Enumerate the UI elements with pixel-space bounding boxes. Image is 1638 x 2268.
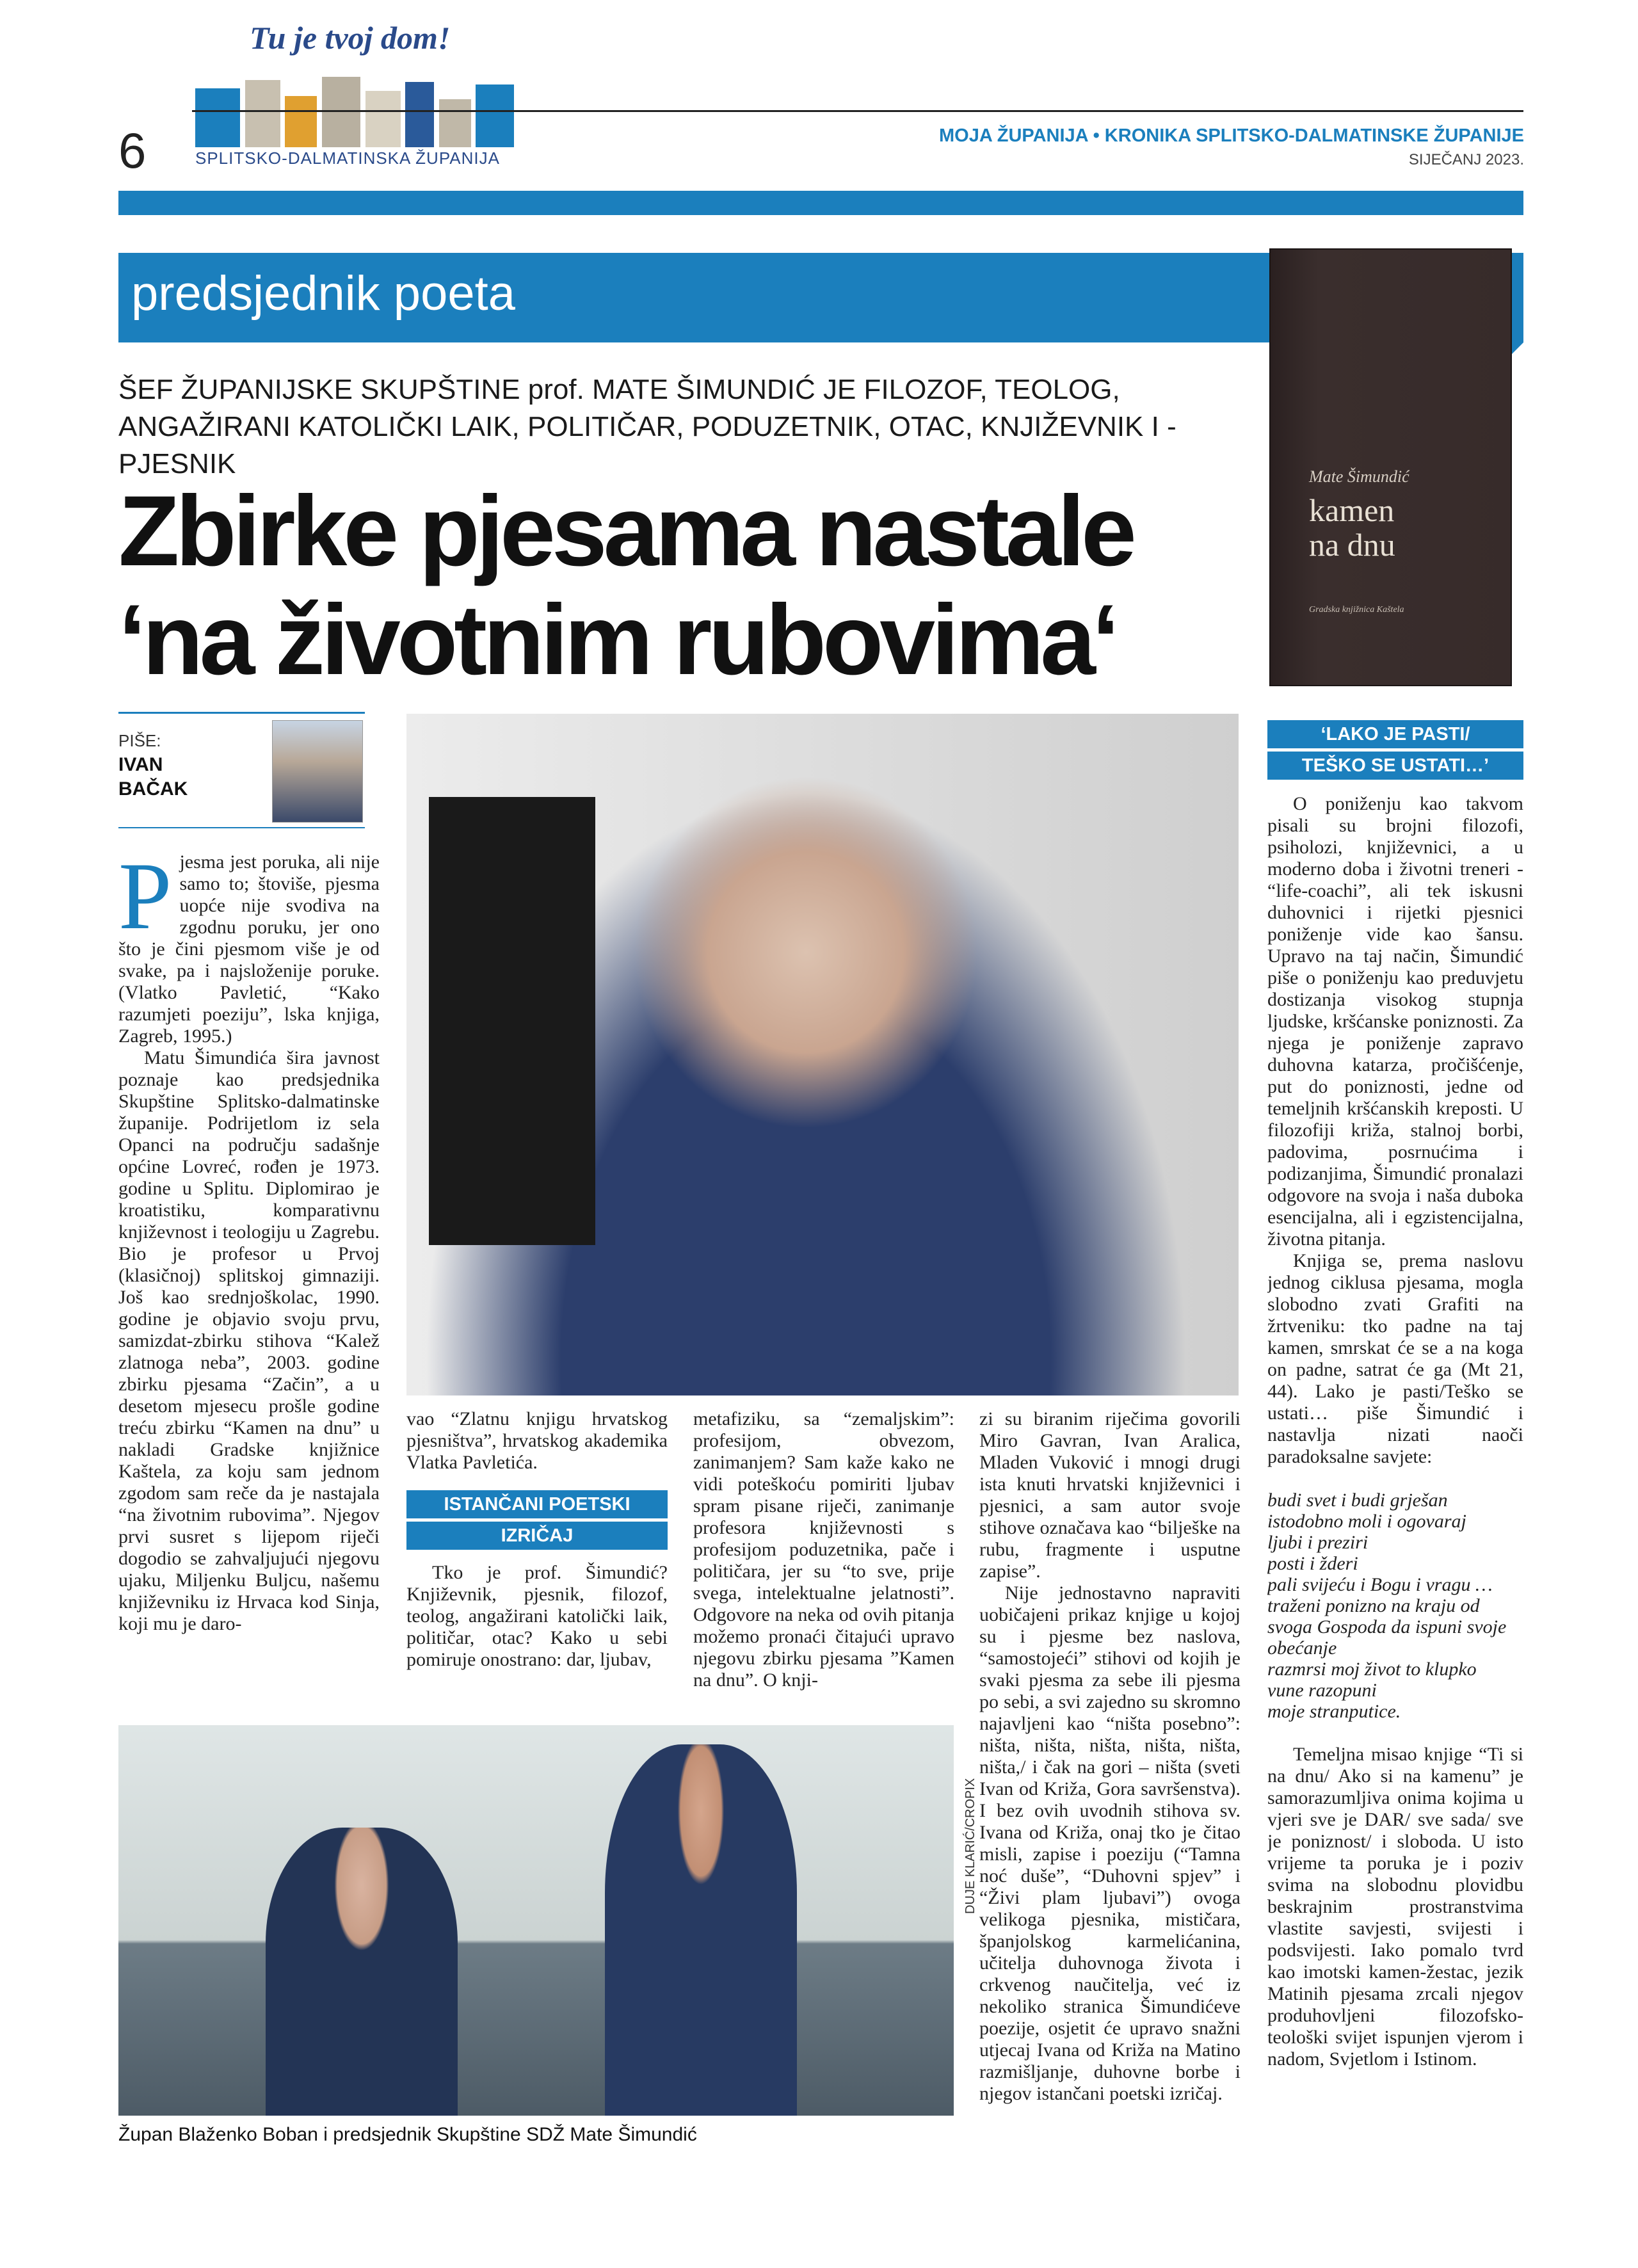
logo-name: SPLITSKO-DALMATINSKA ŽUPANIJA bbox=[195, 149, 500, 168]
text-column-5 bbox=[1267, 720, 1523, 2160]
text-column-3 bbox=[693, 1408, 954, 1709]
text-column-4 bbox=[979, 1408, 1241, 2157]
photo-credit: DUJE KLARIĆ/CROPIX bbox=[963, 1778, 977, 1914]
text-column-1 bbox=[118, 851, 380, 1748]
issue-date: SIJEČANJ 2023. bbox=[1408, 151, 1524, 168]
publication-title: MOJA ŽUPANIJA • KRONIKA SPLITSKO-DALMATINSKE ŽUPANIJE bbox=[938, 125, 1524, 146]
byline-rule bbox=[118, 712, 365, 714]
subhead-box: TEŠKO SE USTATI…’ bbox=[1267, 752, 1523, 780]
byline-name: IVAN BAČAK bbox=[118, 754, 188, 800]
author-photo bbox=[272, 720, 363, 823]
event-photo bbox=[118, 1725, 954, 2116]
paragraph: Nije jednostavno napraviti uobičajeni prikaz knjige u kojoj su i pjesme bez naslova, “samostojeći” stihovi od kojih je svaki pjesma za sebe ili pjesma po sebi, a svi zajedno su skromno najavljeni kao “ništa posebno”: ništa, ništa, ništa, ništa, ništa, ništa,/ i čak na gori – ništa (sveti Ivan od Križa, Gora savršenstva). I bez ovih uvodnih stihova sv. Ivana od Križa, onaj tko je čitao misli, zapise i poeziju (“Tamna noć duše”, “Duhovni spjev” i “Živi plam ljubavi”) ovoga velikoga pjesnika, mističara, španjolskog karmelićanina, učitelja duhovnoga života i crkvenog naučitelja, već iz nekoliko stranica Šimundićeve poezije, osjetit će upravo snažni utjecaj Ivana od Križa na Matino razmišljanje, duhovne borbe i njegov istančani poetski izričaj. bbox=[979, 1582, 1241, 2104]
paragraph: jesma jest poruka, ali nije samo to; štoviše, pjesma uopće nije svodiva na zgodnu poruku, jer ono što je čini pjesmom više je od svake, pa i najsloženije poruke. (Vlatko Pavletić, “Kako razumjeti poeziju”, lska knjiga, Zagreb, 1995.) bbox=[118, 851, 380, 1047]
paragraph: Knjiga se, prema naslovu jednog ciklusa pjesama, mogla slobodno zvati Grafiti na žrtveniku: tko padne na taj kamen, smrskat će se a na koga on padne, satrat će ga (Mt 21, 44). Lako je pasti/Teško se ustati… piše Šimundić i nastavlja nizati naoči paradoksalne savjete: bbox=[1267, 1250, 1523, 1467]
text-column-2 bbox=[406, 1408, 668, 1716]
portrait-photo bbox=[406, 714, 1239, 1395]
article-deck: ŠEF ŽUPANIJSKE SKUPŠTINE prof. MATE ŠIMUNDIĆ JE FILOZOF, TEOLOG, ANGAŽIRANI KATOLIČKI LAIK, POLITIČAR, PODUZETNIK, OTAC, KNJIŽEVNIK I - PJESNIK bbox=[118, 374, 1176, 479]
paragraph: Matu Šimundića šira javnost poznaje kao predsjednika Skupštine Splitsko-dalmatinske županije. Podrijetlom iz sela Opanci na području sadašnje općine Lovreć, rođen je 1973. godine u Splitu. Diplomirao je kroatistiku, komparativnu književnost i teologiju u Zagrebu. Bio je profesor u Prvoj (klasičnoj) splitskoj gimnaziji. Još kao srednjoškolac, 1990. godine je objavio svoju prvu, samizdat-zbirku stihova “Kalež zlatnoga neba”, 2003. godine zbirku pjesama “Začin”, a u desetom mjesecu prošle godine treću zbirku “Kamen na dnu” u nakladi Gradske knjižnice Kaštela, za koju sam jednom zgodom sam reče da je nastajala “na životnim rubovima”. Njegov prvi susret s lijepom riječi dogodio se zahvaljujući njegovu ujaku, Miljenku Buljcu, našemu književniku iz Hrvaca kod Sinja, koji mu je daro- bbox=[118, 1047, 380, 1634]
photo-caption: Župan Blaženko Boban i predsjednik Skupštine SDŽ Mate Šimundić bbox=[118, 2124, 697, 2145]
paragraph: Temeljna misao knjige “Ti si na dnu/ Ako si na kamenu” je samorazumljiva onima kojima u vjeri sve je DAR/ sve sada/ sve je poniznost/ i sloboda. U isto vrijeme ta poruka je i poziv svima na slobodnu plovidbu beskrajnim prostranstvima vlastite savjesti, svijesti i podsvijesti. Iako pomalo tvrd kao imotski kamen-žestac, jezik Matinih pjesama zrcali njegov produhovljeni filozofsko-teološki svijet ispunjen vjerom i nadom, Svjetlom i Istinom. bbox=[1267, 1744, 1523, 2070]
paragraph: Tko je prof. Šimundić? Književnik, pjesnik, filozof, teolog, angažirani katolički laik, političar, otac? Kako u sebi pomiruje onostrano: dar, ljubav, bbox=[406, 1562, 668, 1670]
paragraph: metafiziku, sa “zemaljskim”: profesijom, obvezom, zanimanjem? Sam kaže kako ne vidi poteškoću pomiriti ljubav spram pisane riječi, zanimanje profesora književnosti s profesijom poduzetnika, pače i političara, jer su “to sve, prije svega, intelektualne jelatnosti”. Odgovore na neka od ovih pitanja možemo pronaći čitajući upravo njegovu zbirku pjesama ”Kamen na dnu”. O knji- bbox=[693, 1408, 954, 1691]
byline-rule-bottom bbox=[118, 827, 365, 828]
page-number: 6 bbox=[118, 122, 147, 179]
paragraph: O poniženju kao takvom pisali su brojni filozofi, psiholozi, književnici, a u moderno doba i životni treneri - “life-coachi”, ali tek iskusni duhovnici i rijetki pjesnici poniženje vide kao šansu. Upravo na taj način, Šimundić piše o poniženju kao preduvjetu dostizanja visokog stupnja ljudske, kršćanske poniznosti. Za njega je poniženje zapravo duhovna katarza, pročišćenje, put do poniznosti, jedne od temeljnih kršćanskih kreposti. U filozofiji križa, stalnoj borbi, padovima, posrnućima i podizanjima, Šimundić pronalazi odgovore na svoja i naša duboka esencijalna, ali i egzistencijalna, životna pitanja. bbox=[1267, 793, 1523, 1250]
article-headline: Zbirke pjesama nastale ‘na životnim rubovima‘ bbox=[118, 476, 1133, 696]
paragraph: zi su biranim riječima govorili Miro Gavran, Ivan Aralica, Mladen Vuković i mnogi drugi ista knuti hrvatski književnici i pjesnici, a sam autor svoje stihove označava kao “bilješke na rubu, fragmente i usputne zapise”. bbox=[979, 1408, 1241, 1582]
book-publisher: Gradska knjižnica Kaštela bbox=[1309, 605, 1404, 615]
subhead-box: IZRIČAJ bbox=[406, 1522, 668, 1550]
drop-cap: P bbox=[118, 851, 172, 949]
header-rule bbox=[192, 110, 1523, 112]
poem-excerpt: budi svet i budi grješan istodobno moli i ogovaraj ljubi i preziri posti i žderi pali svijeću i Bogu i vragu … traženi ponizno na kraju od svoga Gospoda da ispuni svoje obećanje razmrsi moj život to klupko vune razopuni moje stranputice. bbox=[1267, 1490, 1507, 1722]
header-band bbox=[118, 191, 1523, 215]
byline-label: PIŠE: bbox=[118, 731, 161, 750]
subhead-box: ISTANČANI POETSKI bbox=[406, 1490, 668, 1518]
book-title: kamen na dnu bbox=[1309, 492, 1395, 563]
logo-slogan: Tu je tvoj dom! bbox=[250, 20, 451, 56]
subhead-box: ‘LAKO JE PASTI/ bbox=[1267, 720, 1523, 748]
section-title: predsjednik poeta bbox=[131, 266, 515, 321]
book-author: Mate Šimundić bbox=[1309, 467, 1409, 486]
logo-graphic bbox=[195, 77, 515, 147]
paragraph: vao “Zlatnu knjigu hrvatskog pjesništva”, hrvatskog akademika Vlatka Pavletića. bbox=[406, 1408, 668, 1473]
